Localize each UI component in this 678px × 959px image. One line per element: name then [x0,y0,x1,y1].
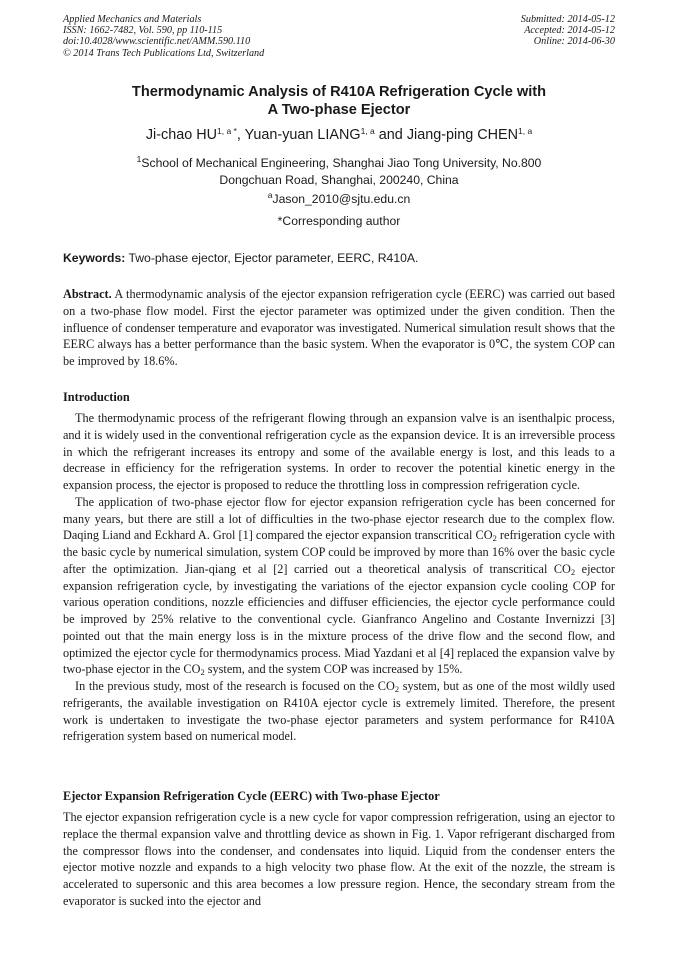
introduction-body [63,410,615,745]
journal-name: Applied Mechanics and Materials [63,14,202,25]
email-mark: a [267,190,273,200]
text-run: refrigeration cycle with the basic cycle by numerical simulation, system COP could be improved by more than 16% over the basic cycle after the optimization. Jian-qiang et al [2] carried out a theoretical analysis of transcritical CO [63,528,615,576]
subscript: 2 [394,684,400,694]
text-run: The application of two-phase ejector flow for ejector expansion refrigeration cycle has been concerned for many years, but there are still a lot of difficulties in the two-phase ejector research due to the complex flow. Daqing Liand and Eckhard A. Grol [1] compared the ejector expansion transcritical CO [63,494,615,543]
affiliation-line-2: Dongchuan Road, Shanghai, 200240, China [219,172,459,187]
author-name: Jiang-ping CHEN [406,127,518,143]
author-list [63,126,615,144]
text-run: system, but as one of the most wildly used refrigerants, the available investigation on R410A ejector cycle is extremely limited. Therefore, the present work is undertaken to investigate the two-phase ejector parameters and system performance for R410A refrigeration system based on numerical model. [63,679,615,744]
author-name: Ji-chao HU [145,127,217,143]
submission-dates [521,14,615,48]
submitted-date: Submitted: 2014-05-12 [520,14,615,25]
subscript: 2 [570,566,576,577]
title-line-2: A Two-phase Ejector [267,102,411,118]
doi-line: doi:10.4028/www.scientific.net/AMM.590.110 [63,36,251,48]
keywords [63,250,615,266]
text-run: In the previous study, most of the research is focused on the CO [75,679,395,693]
online-date: Online: 2014-06-30 [533,36,615,48]
section-heading-introduction: Introduction [63,390,130,404]
affiliation [63,155,615,188]
intro-paragraph-2 [63,494,615,678]
abstract [63,286,615,370]
keywords-label: Keywords: [63,251,126,265]
corresponding-author-note: *Corresponding author [277,214,401,228]
journal-info [63,14,264,59]
eerc-body [63,809,615,910]
section-heading-eerc: Ejector Expansion Refrigeration Cycle (EERC) with Two-phase Ejector [63,789,440,803]
author-affiliation-mark: 1, a [518,126,533,136]
author-name: Yuan-yuan LIANG [244,127,361,143]
affiliation-line-1: School of Mechanical Engineering, Shanghai Jiao Tong University, No.800 [141,156,542,170]
intro-paragraph-3 [63,678,615,745]
eerc-paragraph-1: The ejector expansion refrigeration cycle is a new cycle for vapor compression refrigeration, using an ejector to replace the thermal expansion valve and throttling device as shown in Fig. 1. Vapor refrigerant discharged from the compressor flows into the condenser, and condensates into liquid. Liquid from the condenser enters the ejector motive nozzle and expands to a high velocity two phase flow. At the exit of the nozzle, the stream is accelerated to supersonic and this area becomes a low pressure region. Hence, the secondary stream from the evaporator is sucked into the ejector and [63,810,615,908]
keywords-text: Two-phase ejector, Ejector parameter, EERC, R410A. [125,251,419,265]
issn-line: ISSN: 1662-7482, Vol. 590, pp 110-115 [63,25,223,37]
paper-title [63,83,615,119]
author-separator: , [236,127,245,143]
copyright-line: © 2014 Trans Tech Publications Ltd, Switzerland [63,47,265,59]
author-separator: and [374,127,407,143]
abstract-text: A thermodynamic analysis of the ejector expansion refrigeration cycle (EERC) was carried out based on a two-phase flow model. First the ejector parameter was optimized under the given condition. Then the influence of condenser temperature and evaporator was investigated. Numerical simulation result shows that the EERC always has a better performance than the basic system. When the evaporator is 0℃, the system COP can be improved by 18.6%. [63,287,615,368]
intro-paragraph-1: The thermodynamic process of the refrigerant flowing through an expansion valve is an isenthalpic process, and it is widely used in the conventional refrigeration cycle as the expansion device. It is an irreversible process in which the refrigerant increases its entropy and some of the available energy is lost, and this leads to a decrease in efficiency for the refrigeration systems. In order to recover the potential kinetic energy in the expansion process, the ejector is proposed to reduce the throttling loss in compression refrigeration cycle. [63,411,615,492]
abstract-label: Abstract. [63,287,112,301]
accepted-date: Accepted: 2014-05-12 [524,25,615,37]
text-run: ejector expansion refrigeration cycle, by investigating the variations of the ejector expansion cycle cooling COP for various operation conditions, nozzle efficiencies and diffuser efficiencies, the ejector cycle performance could be improved by 25% relative to the conventional cycle. Gianfranco Angelino and Costante Invernizzi [3] pointed out that the main energy loss is in the mixture process of the drive flow and the second flow, and optimized the ejector cycle for thermodynamics process. Miad Yazdani et al [4] replaced the expansion valve by two-phase ejector in the CO [63,561,615,677]
author-email [63,191,615,207]
author-affiliation-mark: 1, a * [217,126,237,136]
subscript: 2 [200,667,205,678]
subscript: 2 [492,533,497,544]
email-address: Jason_2010@sjtu.edu.cn [272,192,411,206]
text-run: system, and the system COP was increased by 15%. [204,662,463,677]
affiliation-mark: 1 [136,154,142,164]
author-affiliation-mark: 1, a [360,126,375,136]
title-line-1: Thermodynamic Analysis of R410A Refrigeration Cycle with [131,84,547,100]
